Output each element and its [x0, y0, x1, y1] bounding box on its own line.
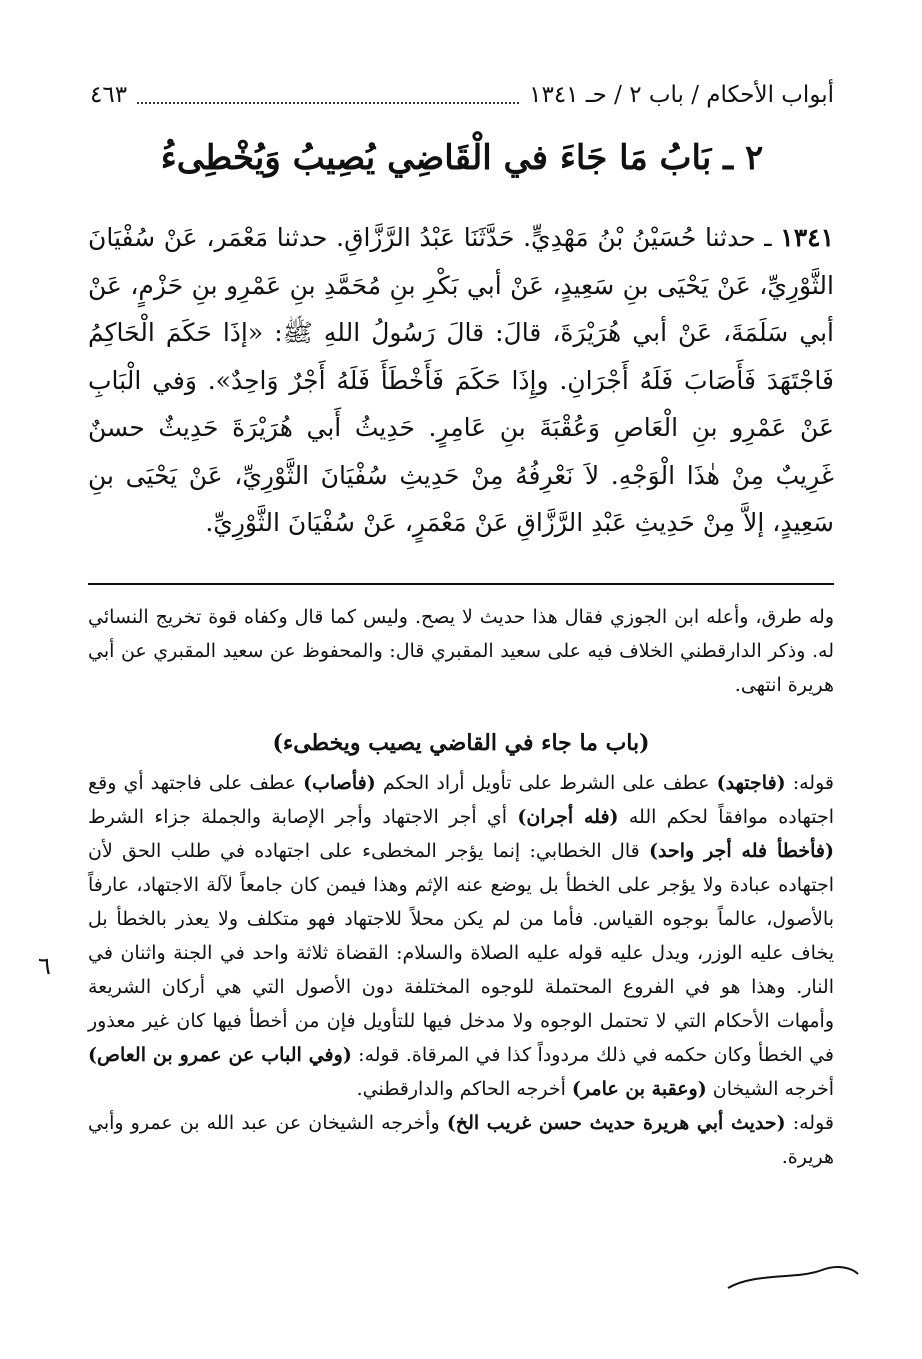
running-title: أبواب الأحكام / باب ٢ / حـ ١٣٤١	[529, 82, 834, 108]
text-run: أخرجه الحاكم والدارقطني.	[356, 1078, 572, 1100]
text-run: أي أجر الاجتهاد وأجر الإصابة والجملة جزاء الشرط	[88, 806, 518, 828]
quoted-term: (حديث أبي هريرة حديث حسن غريب الخ)	[446, 1112, 786, 1134]
quoted-term: (فاجتهد)	[716, 772, 786, 794]
running-header	[90, 78, 834, 112]
hadith-body: ـ حدثنا حُسَيْنُ بْنُ مَهْدِيٍّ. حَدَّثَنَا عَبْدُ الرَّزَّاقِ. حدثنا مَعْمَر، عَنْ سُفْيَانَ الثَّوْرِيِّ، عَنْ يَحْيَى بنِ سَعِيدٍ، عَنْ أبي بَكْرِ بنِ مُحَمَّدِ بنِ عَمْرِو بنِ حَزْمٍ، عَنْ أبي سَلَمَةَ، عَنْ أبي هُرَيْرَةَ، قالَ: قالَ رَسُولُ اللهِ ﷺ: «إذَا حَكَمَ الْحَاكِمُ فَاجْتَهَدَ فَأَصَابَ فَلَهُ أَجْرَانِ. وإِذَا حَكَمَ فَأَخْطَأَ فَلَهُ أَجْرٌ وَاحِدٌ». وَفي الْبَابِ عَنْ عَمْرِو بنِ الْعَاصِ وَعُقْبَةَ بنِ عَامِرٍ. حَدِيثُ أَبي هُرَيْرَةَ حَدِيثٌ حسنٌ غَرِيبٌ مِنْ هٰذَا الْوَجْهِ. لاَ نَعْرِفُهُ مِنْ حَدِيثِ سُفْيَانَ الثَّوْرِيِّ، عَنْ يَحْيَى بنِ سَعِيدٍ، إلاَّ مِنْ حَدِيثِ عَبْدِ الرَّزَّاقِ عَنْ مَعْمَرٍ، عَنْ سُفْيَانَ الثَّوْرِيِّ.	[88, 223, 834, 537]
hadith-number: ١٣٤١	[780, 223, 834, 252]
text-run: قوله:	[785, 772, 834, 794]
quoted-term: (وفي الباب عن عمرو بن العاص)	[88, 1044, 352, 1066]
commentary-intro: وله طرق، وأعله ابن الجوزي فقال هذا حديث لا يصح. وليس كما قال وكفاه قوة تخريج النسائي له. وذكر الدارقطني الخلاف فيه على سعيد المقبري قال: والمحفوظ عن سعيد المقبري عن أبي هريرة انتهى.	[88, 606, 834, 696]
quoted-term: (فله أجران)	[517, 806, 619, 828]
footnote-divider	[88, 583, 834, 585]
commentary-paragraph-1	[88, 766, 834, 1106]
chapter-title: ٢ ـ بَابُ مَا جَاءَ في الْقَاضِي يُصِيبُ وَيُخْطِىءُ	[160, 138, 764, 178]
text-run: وأخرجه الشيخان عن عبد الله بن عمرو وأبي هريرة.	[88, 1112, 834, 1168]
margin-mark: ٦	[38, 952, 51, 980]
text-run: عطف على الشرط على تأويل أراد الحكم	[375, 772, 717, 794]
commentary-paragraph-2	[88, 1106, 834, 1174]
text-run: قال الخطابي: إنما يؤجر المخطىء على اجتهاده في طلب الحق لأن اجتهاده عبادة ولا يؤجر على الخطأ بل يوضع عنه الإثم وهذا فيمن كان جامعاً لآلة الاجتهاد، عارفاً بالأصول، عالماً بوجوه القياس. فأما من لم يكن محلاً للاجتهاد فهو متكلف ولا يعذر بالخطأ بل يخاف عليه الوزر، ويدل عليه قوله عليه الصلاة والسلام: القضاة ثلاثة واحد في الجنة واثنان في النار. وهذا هو في الفروع المحتملة للوجوه المختلفة دون الأصول التي هي أركان الشريعة وأمهات الأحكام التي لا تحتمل الوجوه ولا مدخل فيها للتأويل فإن من أخطأ فيها كان غير معذور في الخطأ وكان حكمه في ذلك مردوداً كذا في المرقاة. قوله:	[88, 840, 834, 1066]
leader-dots	[137, 86, 519, 104]
commentary	[88, 600, 834, 1174]
hadith-text	[88, 214, 834, 547]
handwritten-underline	[726, 1262, 860, 1302]
quoted-term: (وعقبة بن عامر)	[571, 1078, 707, 1100]
commentary-heading: (باب ما جاء في القاضي يصيب ويخطىء)	[272, 730, 650, 756]
page-number: ٤٦٣	[90, 82, 128, 108]
quoted-term: (فأخطأ فله أجر واحد)	[649, 840, 834, 862]
text-run: أخرجه الشيخان	[706, 1078, 834, 1100]
quoted-term: (فأصاب)	[303, 772, 376, 794]
text-run: قوله:	[785, 1112, 834, 1134]
text-run: عطف على فاجتهد أي وقع اجتهاده موافقاً لحكم الله	[88, 772, 834, 828]
